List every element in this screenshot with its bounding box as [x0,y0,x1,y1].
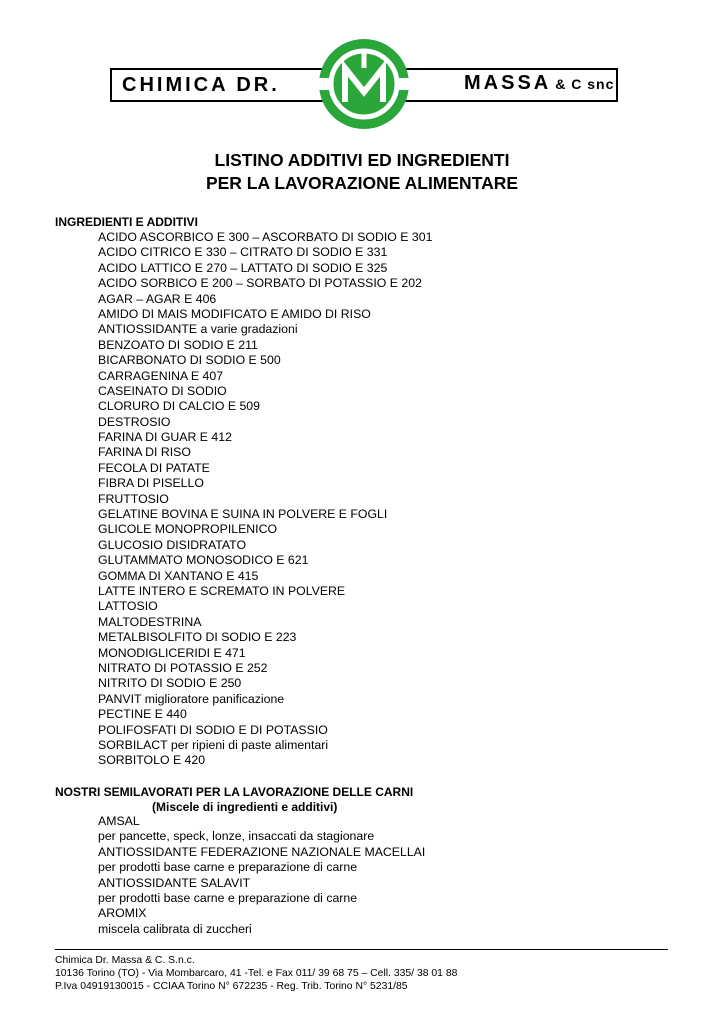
list-item: ACIDO SORBICO E 200 – SORBATO DI POTASSIO E 202 [98,276,422,291]
footer-line: Chimica Dr. Massa & C. S.n.c. [55,955,195,966]
list-item: POLIFOSFATI DI SODIO E DI POTASSIO [98,722,328,737]
company-surname: MASSA [464,72,552,94]
list-item: PECTINE E 440 [98,707,187,722]
list-item: SORBITOLO E 420 [98,753,206,768]
list-item: GLUCOSIO DISIDRATATO [98,537,247,552]
list-item: per prodotti base carne e preparazione di carne [98,890,358,905]
list-item: miscela calibrata di zuccheri [98,921,252,936]
document-title-line2: PER LA LAVORAZIONE ALIMENTARE [205,173,519,193]
company-suffix: & C snc [555,76,615,92]
list-item: CASEINATO DI SODIO [98,383,227,398]
list-item: ACIDO ASCORBICO E 300 – ASCORBATO DI SODIO E 301 [98,230,433,244]
list-item: NITRATO DI POTASSIO E 252 [98,660,268,675]
list-item: ANTIOSSIDANTE FEDERAZIONE NAZIONALE MACELLAI [98,844,426,859]
list-item: AMSAL [98,814,140,828]
list-item: ANTIOSSIDANTE SALAVIT [98,875,251,890]
list-item: CARRAGENINA E 407 [98,368,224,383]
list-item: ANTIOSSIDANTE a varie gradazioni [98,322,298,337]
list-item: MONODIGLICERIDI E 471 [98,645,246,660]
footer-line: P.Iva 04919130015 - CCIAA Torino N° 672235 - Reg. Trib. Torino N° 5231/85 [55,980,408,992]
list-item: FARINA DI GUAR E 412 [98,430,232,445]
list-item: ACIDO CITRICO E 330 – CITRATO DI SODIO E 331 [98,245,388,260]
semilavorati-list [98,814,425,937]
list-item: LATTOSIO [98,599,158,614]
section-heading-ingredients: INGREDIENTI E ADDITIVI [55,215,198,229]
section-subheading-semilavorati: (Miscele di ingredienti e additivi) [152,800,338,814]
list-item: NITRITO DI SODIO E 250 [98,676,242,691]
list-item: per prodotti base carne e preparazione di carne [98,860,358,875]
list-item: AROMIX [98,906,147,921]
list-item: LATTE INTERO E SCREMATO IN POLVERE [98,583,346,598]
list-item: AMIDO DI MAIS MODIFICATO E AMIDO DI RISO [98,306,371,321]
footer-divider [55,949,668,950]
list-item: ACIDO LATTICO E 270 – LATTATO DI SODIO E 325 [98,260,388,275]
list-item: GELATINE BOVINA E SUINA IN POLVERE E FOGLI [98,507,388,522]
list-item: AGAR – AGAR E 406 [98,291,217,306]
company-name-left: CHIMICA DR. [122,74,280,96]
list-item: GLUTAMMATO MONOSODICO E 621 [98,553,309,568]
list-item: per pancette, speck, lonze, insaccati da stagionare [98,829,375,844]
list-item: DESTROSIO [98,414,171,429]
list-item: METALBISOLFITO DI SODIO E 223 [98,630,297,645]
list-item: MALTODESTRINA [98,614,202,629]
list-item: BICARBONATO DI SODIO E 500 [98,353,281,368]
list-item: PANVIT miglioratore panificazione [98,691,285,706]
footer-address [55,955,457,993]
list-item: GLICOLE MONOPROPILENICO [98,522,278,537]
list-item: CLORURO DI CALCIO E 509 [98,399,260,414]
document-title-line1: LISTINO ADDITIVI ED INGREDIENTI [214,150,510,170]
list-item: FARINA DI RISO [98,445,191,460]
footer-line: 10136 Torino (TO) - Via Mombarcaro, 41 -Tel. e Fax 011/ 39 68 75 – Cell. 335/ 38 01 88 [55,967,458,979]
list-item: SORBILACT per ripieni di paste alimentari [98,737,329,752]
list-item: FRUTTOSIO [98,491,169,506]
list-item: FECOLA DI PATATE [98,460,210,475]
ingredients-list [98,230,432,769]
section-heading-semilavorati: NOSTRI SEMILAVORATI PER LA LAVORAZIONE DELLE CARNI [55,785,414,799]
list-item: BENZOATO DI SODIO E 211 [98,337,258,352]
list-item: FIBRA DI PISELLO [98,476,204,491]
list-item: GOMMA DI XANTANO E 415 [98,568,259,583]
company-logo [318,38,410,130]
company-name-right [464,72,614,95]
